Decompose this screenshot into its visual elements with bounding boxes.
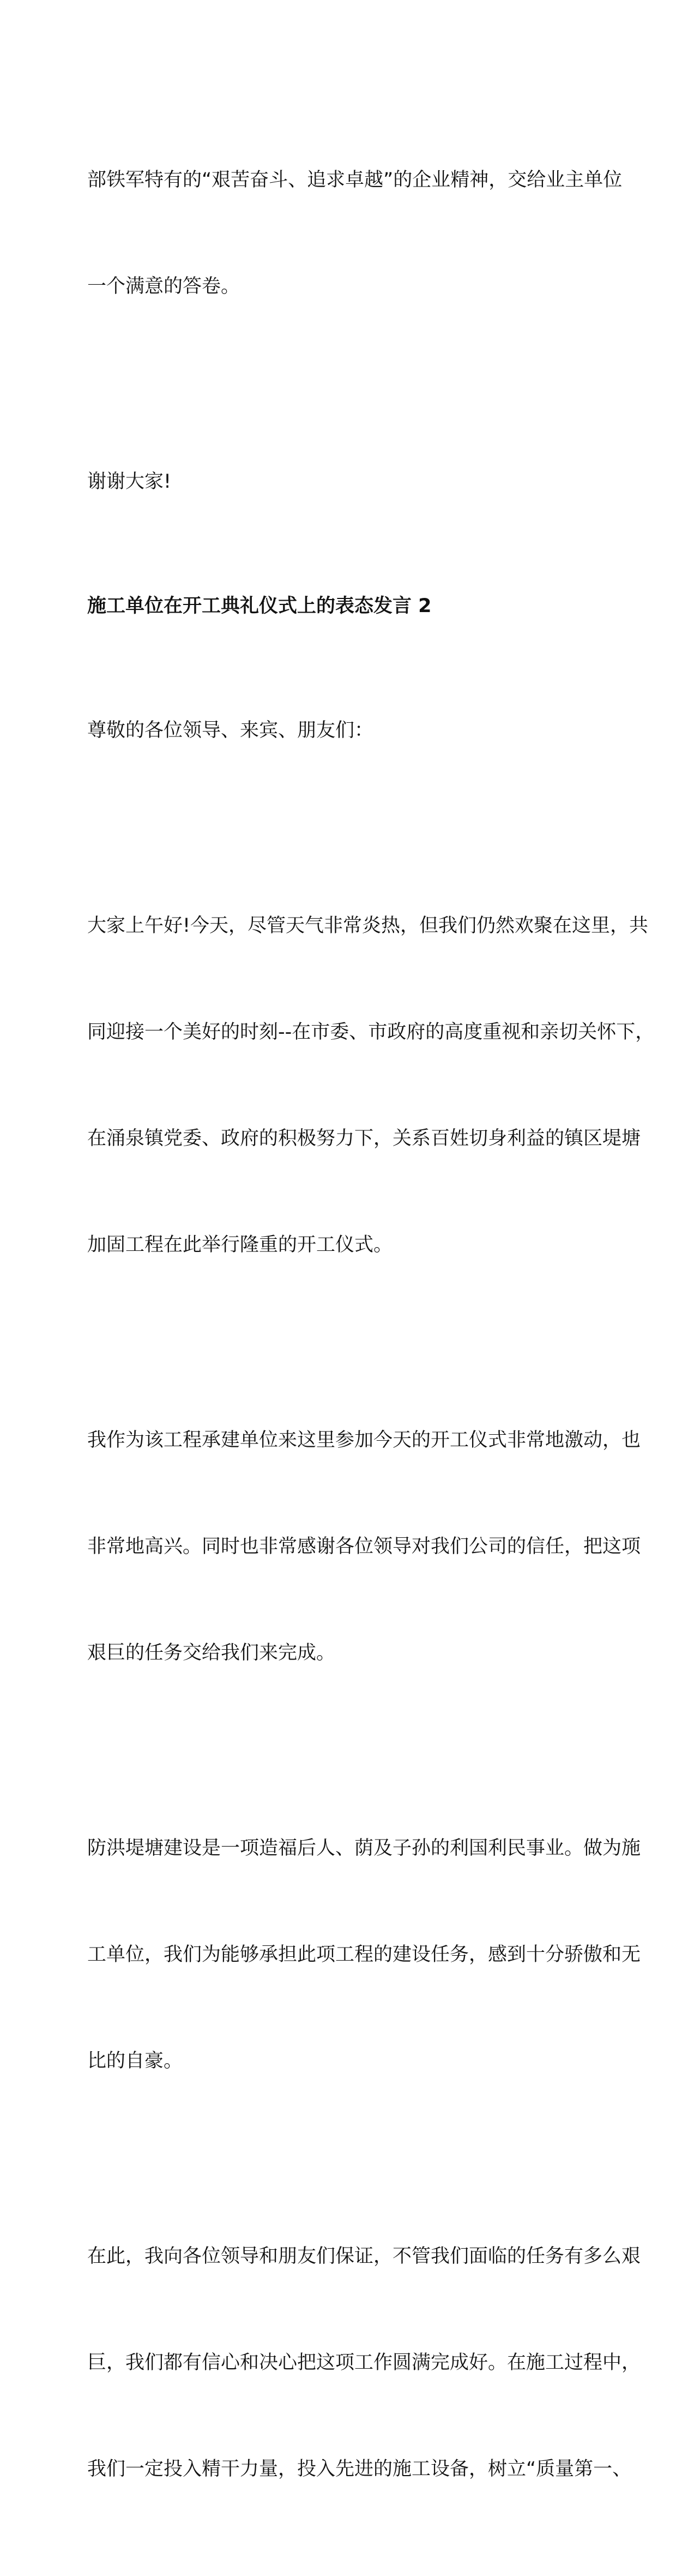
paragraph-line: 一个满意的答卷。 [87,275,240,297]
paragraph-line: 我作为该工程承建单位来这里参加今天的开工仪式非常地激动，也 [87,1429,641,1451]
paragraph-line: 工单位，我们为能够承担此项工程的建设任务，感到十分骄傲和无 [87,1944,641,1966]
section-heading: 施工单位在开工典礼仪式上的表态发言 2 [87,595,432,617]
paragraph-line: 在此，我向各位领导和朋友们保证，不管我们面临的任务有多么艰 [87,2245,641,2267]
paragraph-thanks [87,393,600,571]
paragraph-line: 比的自豪。 [87,2050,183,2072]
paragraph-line: 尊敬的各位领导、来宾、朋友们： [87,720,374,741]
paragraph-line: 非常地高兴。同时也非常感谢各位领导对我们公司的信任，把这项 [87,1536,641,1557]
paragraph-line: 大家上午好!今天，尽管天气非常炎热，但我们仍然欢聚在这里，共 [87,915,649,937]
paragraph-line: 同迎接一个美好的时刻--在市委、市政府的高度重视和亲切关怀下， [87,1021,655,1043]
paragraph-line: 部铁军特有的“艰苦奋斗、追求卓越”的企业精神，交给业主单位 [87,169,623,191]
paragraph-line: 在涌泉镇党委、政府的积极努力下，关系百姓切身利益的镇区堤塘 [87,1128,641,1149]
paragraph-closing-continuation [87,92,623,375]
paragraph-line: 巨，我们都有信心和决心把这项工作圆满完成好。在施工过程中， [87,2352,641,2374]
document-body [87,92,655,2576]
paragraph-greeting [87,837,655,1334]
paragraph-line: 艰巨的任务交给我们来完成。 [87,1642,336,1664]
paragraph-commitment [87,2168,641,2558]
paragraph-gratitude [87,1352,641,1742]
paragraph-significance [87,1760,641,2150]
paragraph-line: 防洪堤塘建设是一项造福后人、荫及子孙的利国利民事业。做为施 [87,1837,641,1859]
paragraph-line: 谢谢大家! [87,471,172,493]
paragraph-line: 加固工程在此举行隆重的开工仪式。 [87,1234,393,1256]
paragraph-line: 我们一定投入精干力量，投入先进的施工设备，树立“质量第一、 [87,2458,632,2480]
paragraph-salutation [87,642,600,819]
